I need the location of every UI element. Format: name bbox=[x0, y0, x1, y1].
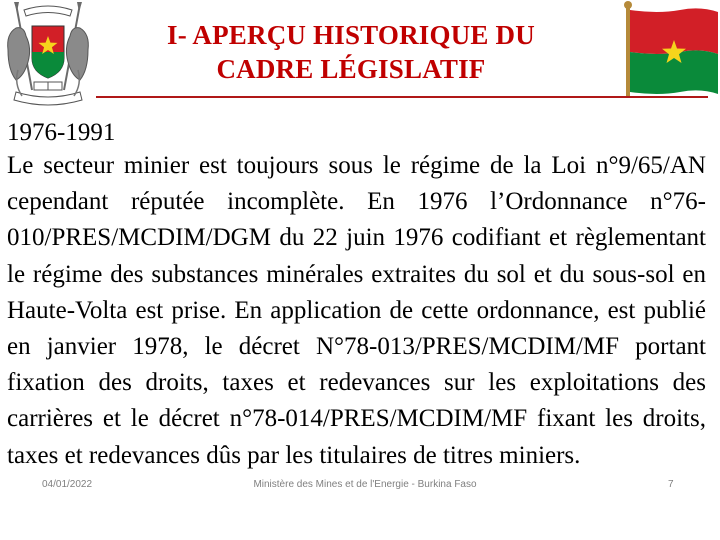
title-line-1: I- APERÇU HISTORIQUE DU bbox=[167, 20, 535, 50]
title-underline bbox=[96, 96, 708, 98]
footer-date: 04/01/2022 bbox=[42, 479, 93, 490]
body-paragraph: Le secteur minier est toujours sous le régime de la Loi n°9/65/AN cependant réputée incomplète. En 1976 l’Ordonnance n°76-010/PRES/MCDIM/DGM du 22 juin 1976 codifiant et règlementant le régime des substances minérales extraites du sol et du sous-sol en Haute-Volta est prise. En application de cette ordonnance, est publié en janvier 1978, le décret N°78-013/PRES/MCDIM/MF portant fixation des droits, taxes et redevances sur les exploitations des carrières et le décret n°78-014/PRES/MCDIM/MF fixant les droits, taxes et redevances dûs par les titulaires de titres miniers. bbox=[7, 152, 706, 469]
title-line-2: CADRE LÉGISLATIF bbox=[216, 54, 486, 84]
footer-ministry: Ministère des Mines et de l'Energie - Burkina Faso bbox=[253, 479, 477, 490]
footer-page-number: 7 bbox=[668, 479, 674, 490]
burkina-faso-flag bbox=[618, 0, 720, 98]
slide-title bbox=[96, 18, 606, 86]
coat-of-arms-logo bbox=[2, 0, 94, 108]
period-heading: 1976-1991 bbox=[7, 119, 116, 146]
